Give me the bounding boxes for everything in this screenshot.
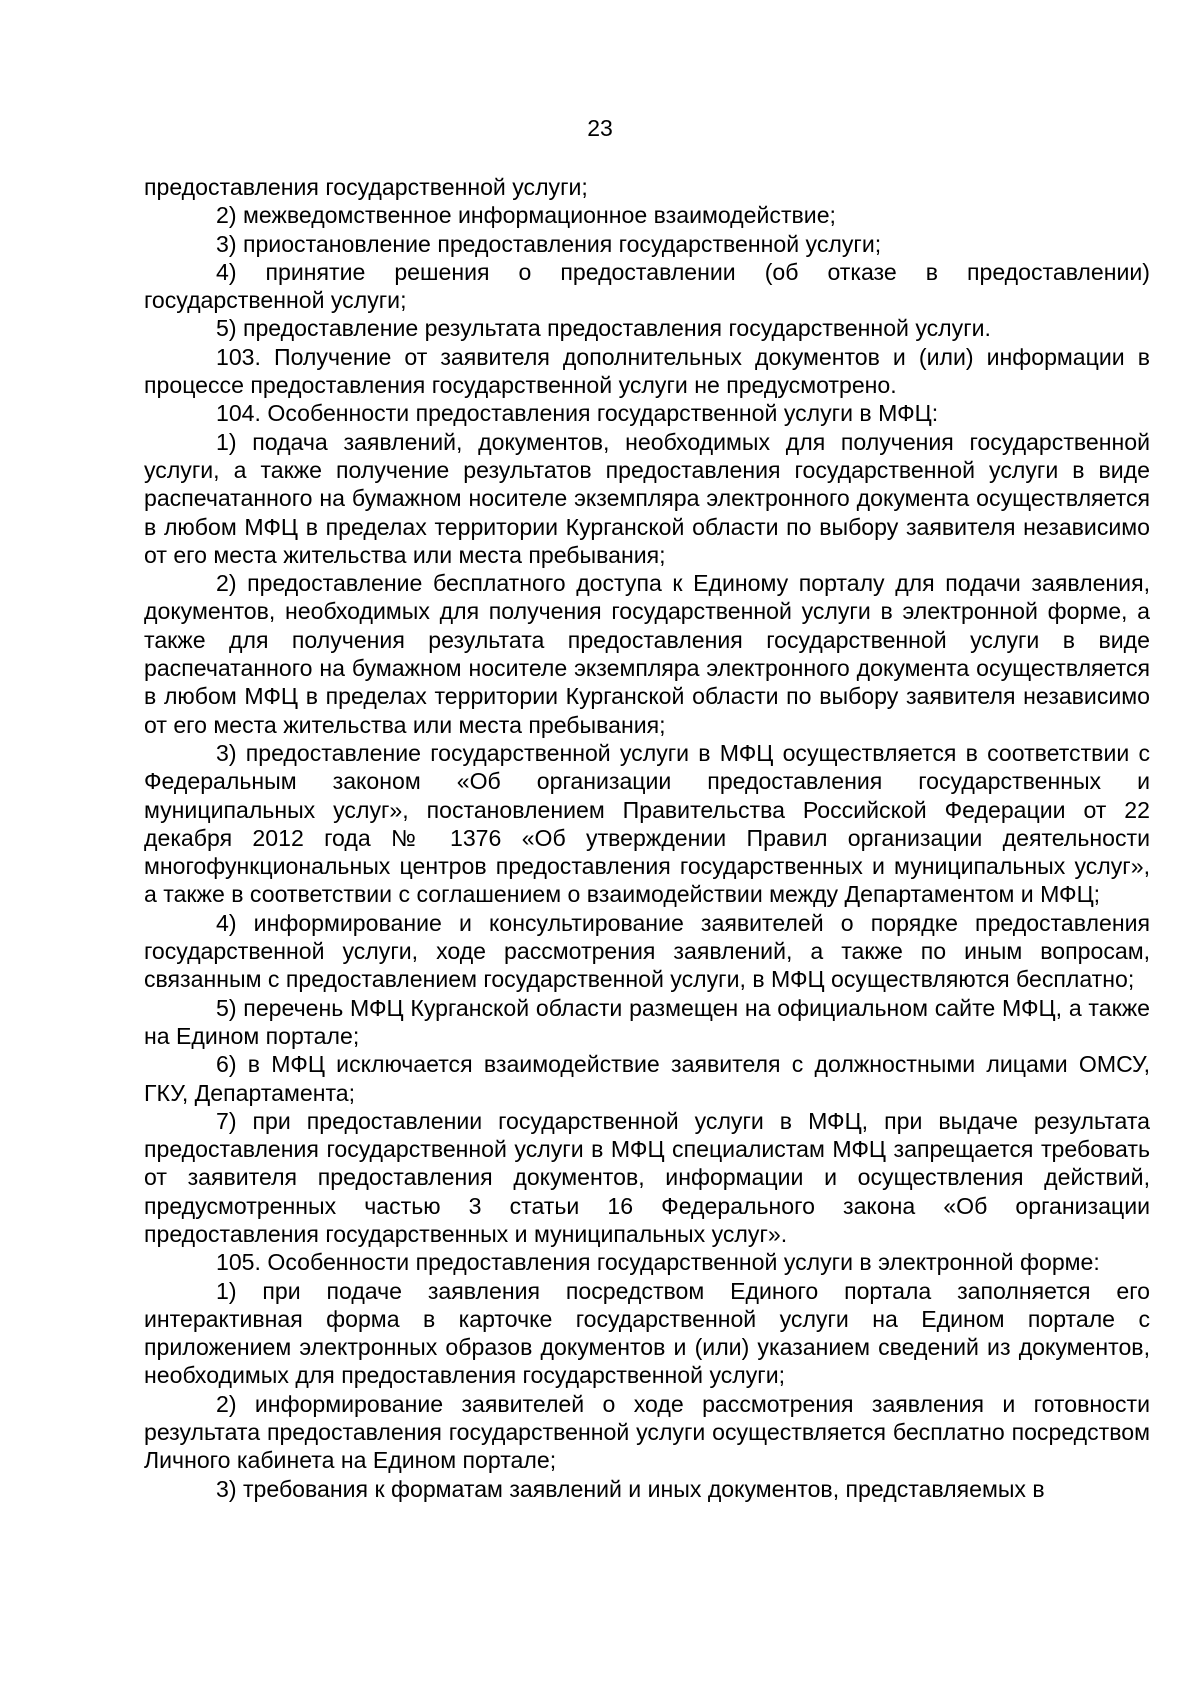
paragraph: 1) подача заявлений, документов, необходимых для получения государственной услуги, а также получение результатов предоставления государственной услуги в виде распечатанного на бумажном носителе экземпляра электронного документа осуществляется в любом МФЦ в пределах территории Курганской области по выбору заявителя независимо от его места жительства или места пребывания; bbox=[144, 428, 1150, 568]
page-number: 23 bbox=[587, 115, 613, 141]
paragraph: 104. Особенности предоставления государственной услуги в МФЦ: bbox=[216, 400, 939, 427]
paragraph: 3) требования к форматам заявлений и иных документов, представляемых в bbox=[216, 1475, 1045, 1502]
paragraph: предоставления государственной услуги; bbox=[144, 174, 588, 200]
paragraph: 5) перечень МФЦ Курганской области размещен на официальном сайте МФЦ, а также на Едином портале; bbox=[144, 994, 1150, 1049]
paragraph: 7) при предоставлении государственной услуги в МФЦ, при выдаче результата предоставления государственной услуги в МФЦ специалистам МФЦ запрещается требовать от заявителя предоставления документов, информации и осуществления действий, предусмотренных частью 3 статьи 16 Федерального закона «Об организации предоставления государственных и муниципальных услуг». bbox=[144, 1107, 1150, 1247]
paragraph: 6) в МФЦ исключается взаимодействие заявителя с должностными лицами ОМСУ, ГКУ, Департамента; bbox=[144, 1051, 1150, 1106]
paragraph: 2) межведомственное информационное взаимодействие; bbox=[216, 202, 836, 229]
paragraph: 2) предоставление бесплатного доступа к Единому порталу для подачи заявления, документов, необходимых для получения государственной услуги в электронной форме, а также для получения результата предоставления государственной услуги в виде распечатанного на бумажном носителе экземпляра электронного документа осуществляется в любом МФЦ в пределах территории Курганской области по выбору заявителя независимо от его места жительства или места пребывания; bbox=[144, 570, 1150, 738]
paragraph: 4) информирование и консультирование заявителей о порядке предоставления государственной услуги, ходе рассмотрения заявлений, а также по иным вопросам, связанным с предоставлением государственной услуги, в МФЦ осуществляются бесплатно; bbox=[144, 909, 1150, 993]
paragraph: 105. Особенности предоставления государственной услуги в электронной форме: bbox=[216, 1249, 1100, 1276]
paragraph: 1) при подаче заявления посредством Единого портала заполняется его интерактивная форма в карточке государственной услуги на Едином портале с приложением электронных образов документов и (или) указанием сведений из документов, необходимых для предоставления государственной услуги; bbox=[144, 1277, 1150, 1389]
paragraph: 3) предоставление государственной услуги в МФЦ осуществляется в соответствии с Федеральным законом «Об организации предоставления государственных и муниципальных услуг», постановлением Правительства Российской Федерации от 22 декабря 2012 года № 1376 «Об утверждении Правил организации деятельности многофункциональных центров предоставления государственных и муниципальных услуг», а также в соответствии с соглашением о взаимодействии между Департаментом и МФЦ; bbox=[144, 739, 1150, 908]
paragraph: 3) приостановление предоставления государственной услуги; bbox=[216, 230, 882, 257]
paragraph: 5) предоставление результата предоставления государственной услуги. bbox=[216, 315, 991, 342]
paragraph: 4) принятие решения о предоставлении (об отказе в предоставлении) государственной услуги; bbox=[144, 258, 1150, 314]
document-body bbox=[144, 173, 1150, 1503]
paragraph: 2) информирование заявителей о ходе рассмотрения заявления и готовности результата предоставления государственной услуги осуществляется бесплатно посредством Личного кабинета на Едином портале; bbox=[144, 1390, 1150, 1474]
paragraph: 103. Получение от заявителя дополнительных документов и (или) информации в процессе предоставления государственной услуги не предусмотрено. bbox=[144, 343, 1150, 399]
